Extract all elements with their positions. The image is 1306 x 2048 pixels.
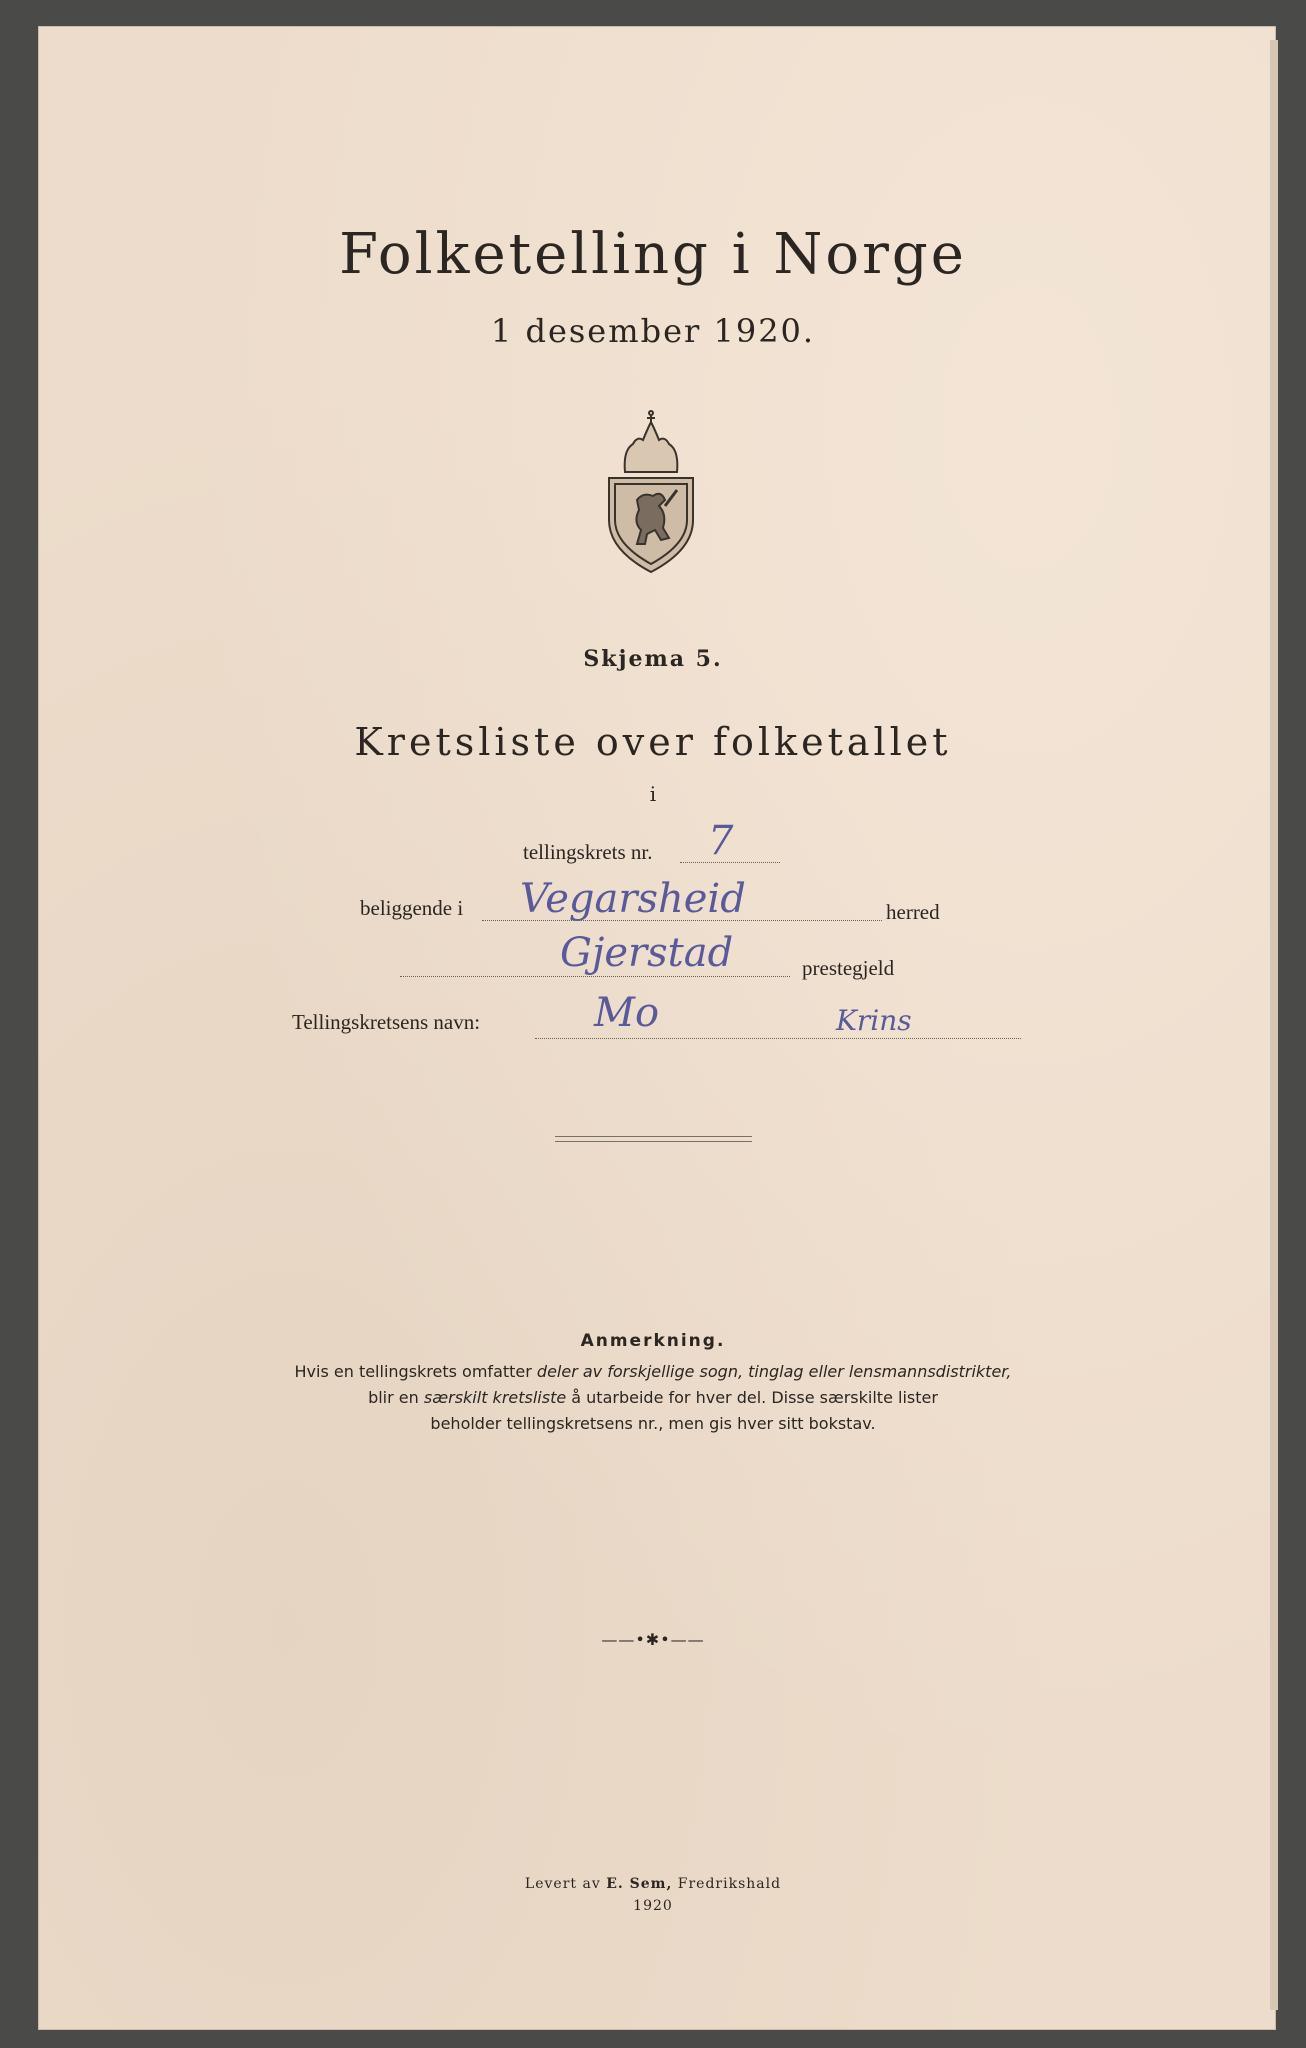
document-date: 1 desember 1920. [490,312,816,350]
prestegjeld-value[interactable]: Gjerstad [560,930,734,976]
navn-value-2[interactable]: Krins [836,1004,912,1037]
remark-line-1 [180,1362,1126,1381]
form-heading: Kretsliste over folketallet [354,720,952,764]
remark-line-2-b: særskilt kretsliste [423,1388,567,1407]
schema-label: Skjema 5. [583,646,723,672]
navn-line [535,1038,1021,1039]
navn-label: Tellingskretsens navn: [292,1010,481,1034]
printer-place: Fredrikshald [672,1876,782,1892]
remark-line-3: beholder tellingskretsens nr., men gis hver sitt bokstav. [430,1414,876,1433]
printer-year: 1920 [633,1898,673,1914]
printer-name: E. Sem, [606,1876,673,1892]
preposition-label: i [649,782,657,806]
herred-value[interactable]: Vegarsheid [520,876,746,922]
remark-line-1-b: deler av forskjellige sogn, tinglag eller lensmannsdistrikter, [536,1362,1012,1381]
herred-label: herred [886,900,940,924]
navn-value-1[interactable]: Mo [594,990,660,1036]
printer-prefix: Levert av [524,1876,607,1892]
printer-line [0,1876,1306,1892]
document-title: Folketelling i Norge [339,222,967,287]
prestegjeld-label: prestegjeld [802,956,895,980]
coat-of-arms-icon [603,410,699,575]
krets-label: tellingskrets nr. [523,840,653,864]
remark-title: Anmerkning. [580,1331,726,1351]
remark-line-2-c: å utarbeide for hver del. Disse særskilte lister [566,1388,938,1407]
separator-rule [555,1136,752,1142]
ornament: ——•✱•—— [601,1630,705,1649]
prestegjeld-line [400,976,790,977]
remark-line-2 [180,1388,1126,1407]
remark-line-2-a: blir en [368,1388,424,1407]
remark-line-1-a: Hvis en tellingskrets omfatter [294,1362,537,1381]
krets-value[interactable]: 7 [708,818,734,864]
beliggende-label: beliggende i [360,896,464,920]
